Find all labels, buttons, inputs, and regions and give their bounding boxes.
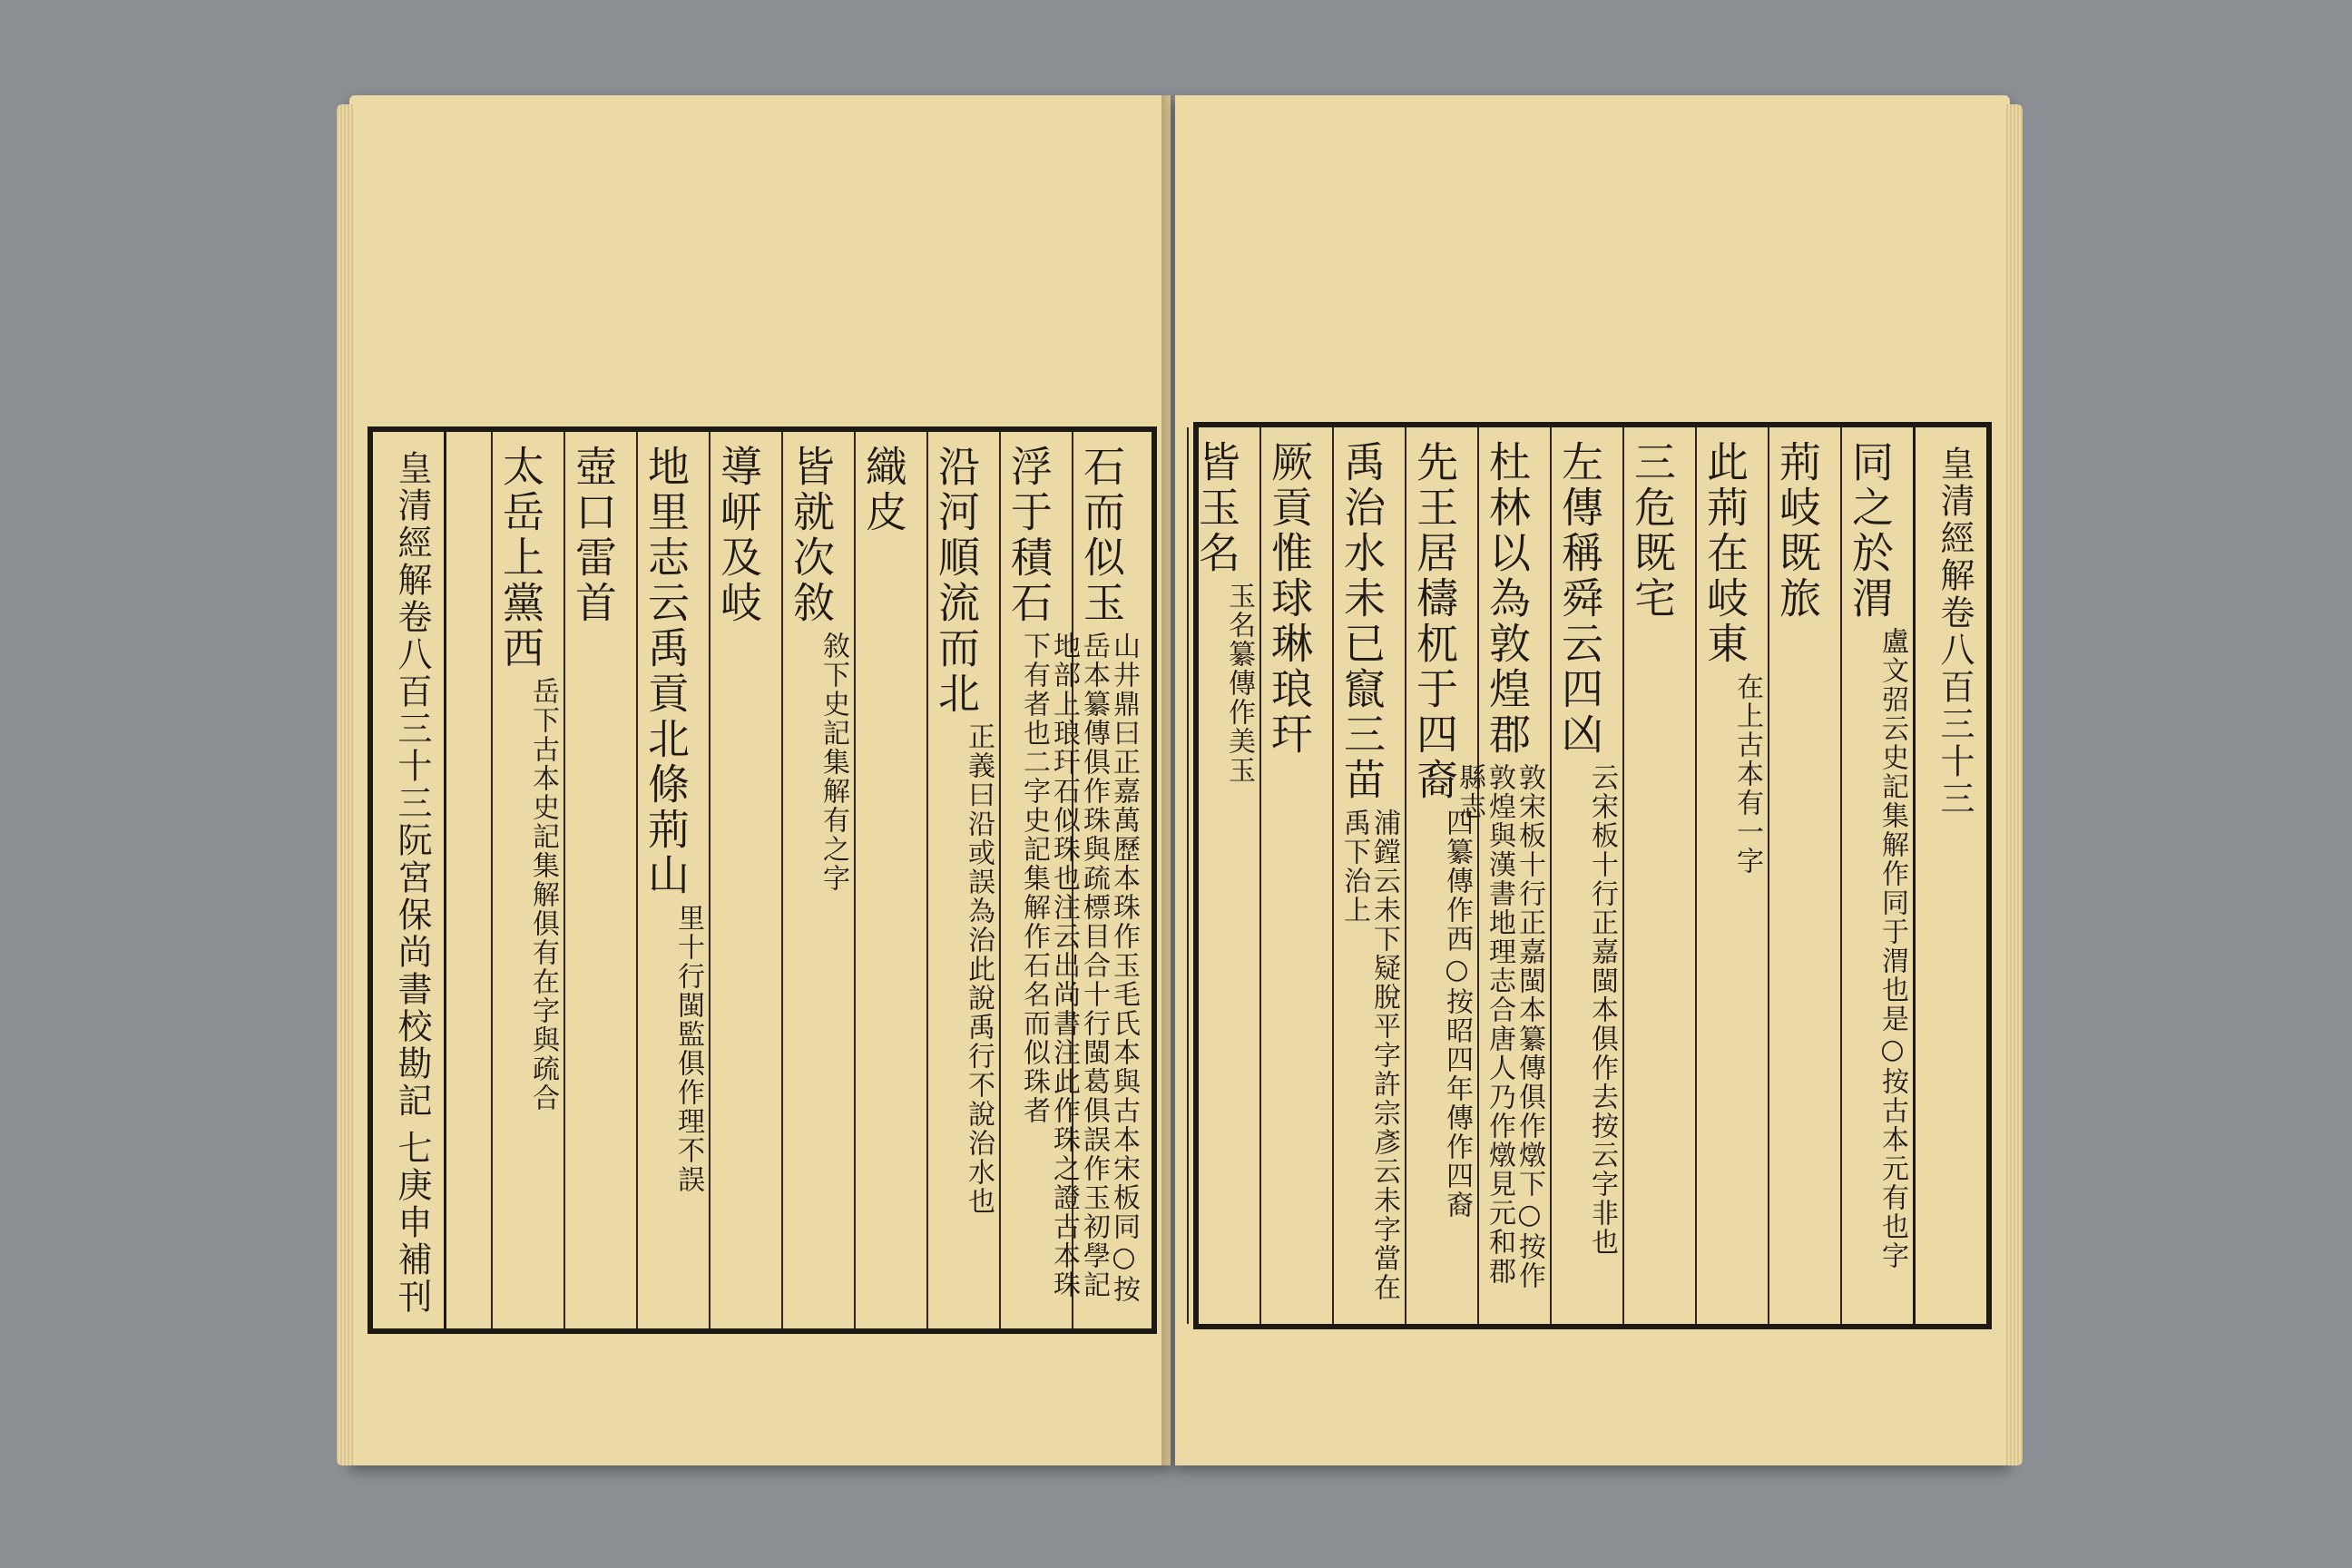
main-text: 壺口雷首 — [569, 445, 618, 626]
text-column — [1550, 427, 1622, 1324]
commentary-text: 云宋板十行正嘉閩本俱作去按云字非也 — [1586, 763, 1618, 1257]
main-text: 皆就次敘 — [787, 445, 836, 626]
right-text-frame — [1193, 422, 1992, 1329]
left-banxin-title: 皇清經解卷八百三十三阮宮保尚書校勘記 — [392, 450, 432, 1120]
text-column — [999, 432, 1072, 1328]
main-text: 厥貢惟球琳琅玕 — [1265, 440, 1314, 758]
text-column — [709, 432, 781, 1328]
left-banxin-footer: 七庚申補刊 — [392, 1130, 432, 1316]
left-text-frame — [368, 426, 1157, 1334]
commentary-text: 四纂傳作西○按昭四年傳作四裔 — [1441, 808, 1473, 1220]
main-text: 左傳稱舜云四凶 — [1555, 440, 1604, 758]
text-column — [1695, 427, 1768, 1324]
commentary-text: 敦宋板十行正嘉閩本纂傳俱作燉下○按作敦煌與漢書地理志合唐人乃作燉見元和郡縣志 — [1454, 763, 1545, 1290]
text-column — [1840, 427, 1913, 1324]
main-text: 此荊在岐東 — [1700, 440, 1749, 667]
main-text: 沿河順流而北 — [932, 445, 981, 717]
main-text: 石而似玉 — [1077, 445, 1126, 626]
open-book — [349, 95, 2010, 1479]
main-text: 導岍及岐 — [714, 445, 763, 626]
left-page — [349, 95, 1171, 1465]
main-text: 三危既宅 — [1628, 440, 1677, 622]
text-column — [491, 432, 564, 1328]
commentary-text: 正義曰沿或誤為治此說禹行不說治水也 — [963, 722, 995, 1216]
main-text: 禹治水未已竄三苗 — [1338, 440, 1387, 803]
main-text: 太岳上黨西 — [496, 445, 545, 671]
main-text: 荊岐既旅 — [1773, 440, 1822, 622]
column-rule — [854, 432, 856, 1328]
text-column — [926, 432, 999, 1328]
right-page — [1175, 95, 2010, 1465]
left-banxin — [373, 432, 446, 1328]
text-column — [1332, 427, 1405, 1324]
commentary-text: 在上古本有一字 — [1731, 672, 1763, 876]
commentary-text: 岳下古本史記集解俱有在字與疏合 — [527, 677, 559, 1112]
main-text: 同之於渭 — [1846, 440, 1895, 622]
text-column — [1187, 427, 1259, 1324]
text-column — [636, 432, 709, 1328]
main-text: 浮于積石 — [1004, 445, 1054, 626]
text-column — [1768, 427, 1840, 1324]
right-banxin — [1913, 427, 1986, 1324]
right-banxin-title: 皇清經解卷八百三十三 — [1935, 446, 1975, 818]
text-column — [1405, 427, 1477, 1324]
text-column — [781, 432, 854, 1328]
page-edges-left — [337, 104, 353, 1465]
main-text: 地里志云禹貢北條荊山 — [642, 445, 691, 898]
commentary-text: 敘下史記集解有之字 — [818, 632, 849, 893]
main-text: 先王居檮杌于四裔 — [1410, 440, 1459, 803]
text-column — [1259, 427, 1332, 1324]
commentary-text: 盧文弨云史記集解作同于渭也是○按古本元有也字 — [1877, 627, 1908, 1270]
text-column — [564, 432, 636, 1328]
commentary-text: 山井鼎曰正嘉萬歷本珠作玉毛氏本與古本宋板同○按岳本纂傳俱作珠與疏標目合十行閩葛俱誤作玉初學記地部上琅玕石似珠也注云出尚書注此作珠之證古本珠下有者也二字史記集解作石名而似珠者 — [1018, 632, 1140, 1304]
page-edges-right — [2006, 104, 2023, 1465]
text-column — [854, 432, 926, 1328]
text-column — [1622, 427, 1695, 1324]
main-text: 杜林以為敦煌郡 — [1483, 440, 1532, 758]
main-text: 織皮 — [859, 445, 908, 535]
main-text: 皆玉名 — [1192, 440, 1241, 576]
commentary-text: 浦鏜云未下疑脫平字許宗彥云未字當在禹下治上 — [1338, 808, 1400, 1302]
commentary-text: 里十行閩監俱作理不誤 — [672, 904, 704, 1194]
commentary-text: 玉名纂傳作美玉 — [1223, 582, 1255, 785]
